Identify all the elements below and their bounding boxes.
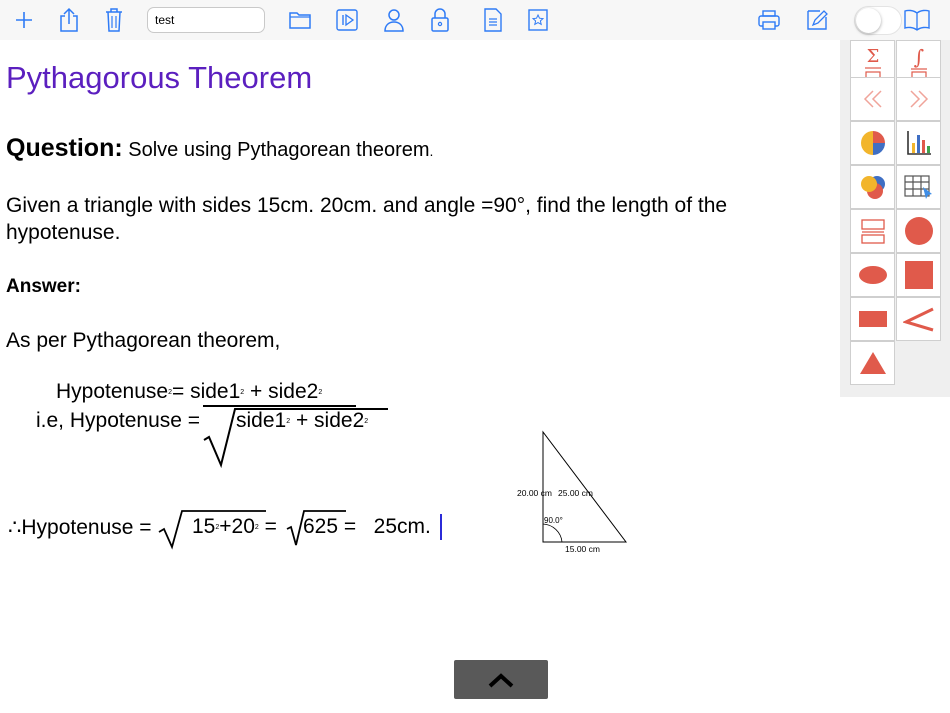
eq3-radicand-1 — [192, 515, 277, 539]
eq3-a: 15 — [192, 515, 216, 538]
share-icon[interactable] — [55, 6, 83, 34]
eq3-square-1: 2 — [215, 524, 220, 531]
equation-1 — [56, 380, 322, 404]
question-paragraph — [6, 134, 433, 163]
svg-text:Σ: Σ — [866, 46, 879, 67]
side-base-label: 15.00 cm — [565, 544, 600, 554]
angle-shape-icon[interactable] — [896, 297, 941, 341]
eq1-square-1: 2 — [168, 389, 172, 396]
eq1-lhs: Hypotenuse — [56, 380, 169, 403]
equation-2 — [36, 409, 200, 433]
expand-right-icon[interactable] — [896, 77, 941, 121]
eq1-plus: + side2 — [244, 380, 319, 403]
star-icon[interactable] — [524, 6, 552, 34]
document-icon[interactable] — [479, 6, 507, 34]
venn-icon[interactable] — [850, 165, 895, 209]
book-icon[interactable] — [903, 6, 931, 34]
eq1-square-3: 2 — [318, 389, 323, 396]
ellipse-shape-icon[interactable] — [850, 253, 895, 297]
eq2-radicand — [236, 409, 368, 433]
triangle-diagram[interactable] — [510, 428, 635, 558]
given-line-2: hypotenuse. — [6, 221, 121, 244]
page-title: Pythagorous Theorem — [6, 60, 313, 95]
bar-chart-icon[interactable] — [896, 121, 941, 165]
angle-label: 90.0° — [544, 516, 563, 525]
rectangle-shape-icon[interactable] — [850, 297, 895, 341]
eq3-plus: +20 — [219, 515, 255, 538]
triangle-shape-icon[interactable] — [850, 341, 895, 385]
table-icon[interactable] — [896, 165, 941, 209]
collapse-left-icon[interactable] — [850, 77, 895, 121]
trash-icon[interactable] — [100, 6, 128, 34]
eq2-plus: + side2 — [290, 409, 365, 432]
print-icon[interactable] — [755, 6, 783, 34]
equation-3 — [8, 515, 152, 540]
eq2-inner1: side1 — [236, 409, 287, 432]
svg-text:∫: ∫ — [913, 45, 924, 69]
eq3-radicand-2 — [303, 515, 431, 539]
therefore-symbol: ∴ — [8, 516, 22, 539]
user-icon[interactable] — [380, 6, 408, 34]
eq2-square-1: 2 — [286, 418, 291, 425]
eq3-result: = 25cm. — [338, 515, 431, 538]
side-hypotenuse-label: 25.00 cm — [558, 488, 593, 498]
given-line-1: Given a triangle with sides 15cm. 20cm. and angle =90°, find the length of the — [6, 194, 728, 217]
eq1-eq: = side1 — [171, 380, 241, 403]
toggle-switch[interactable] — [854, 6, 902, 35]
document-name-field[interactable]: test — [147, 7, 265, 33]
question-text: Solve using Pythagorean theorem — [122, 139, 430, 161]
eq3-lhs: Hypotenuse = — [21, 516, 152, 539]
statement-text: As per Pythagorean theorem, — [6, 329, 281, 352]
plus-icon[interactable] — [10, 6, 38, 34]
lock-icon[interactable] — [426, 6, 454, 34]
toggle-knob — [856, 8, 881, 33]
split-box-icon[interactable] — [850, 209, 895, 253]
answer-label: Answer: — [6, 276, 81, 297]
eq3-eq: = — [258, 515, 277, 538]
insert-panel — [840, 40, 950, 397]
pie-chart-icon[interactable] — [850, 121, 895, 165]
annotate-icon[interactable] — [803, 6, 831, 34]
circle-shape-icon[interactable] — [896, 209, 941, 253]
eq2-prefix: i.e, Hypotenuse = — [36, 409, 201, 432]
question-label: Question: — [6, 134, 123, 162]
question-period: . — [429, 143, 434, 159]
chevron-up-icon — [487, 672, 515, 688]
square-shape-icon[interactable] — [896, 253, 941, 297]
eq1-square-2: 2 — [240, 389, 245, 396]
toolbar — [0, 0, 950, 40]
eq3-b: 625 — [303, 515, 339, 538]
side-vertical-label: 20.00 cm — [517, 488, 552, 498]
eq3-square-2: 2 — [254, 524, 259, 531]
folder-icon[interactable] — [286, 6, 314, 34]
play-icon[interactable] — [333, 6, 361, 34]
show-keyboard-button[interactable] — [454, 660, 548, 699]
eq2-square-2: 2 — [364, 418, 369, 425]
text-cursor — [440, 514, 442, 540]
